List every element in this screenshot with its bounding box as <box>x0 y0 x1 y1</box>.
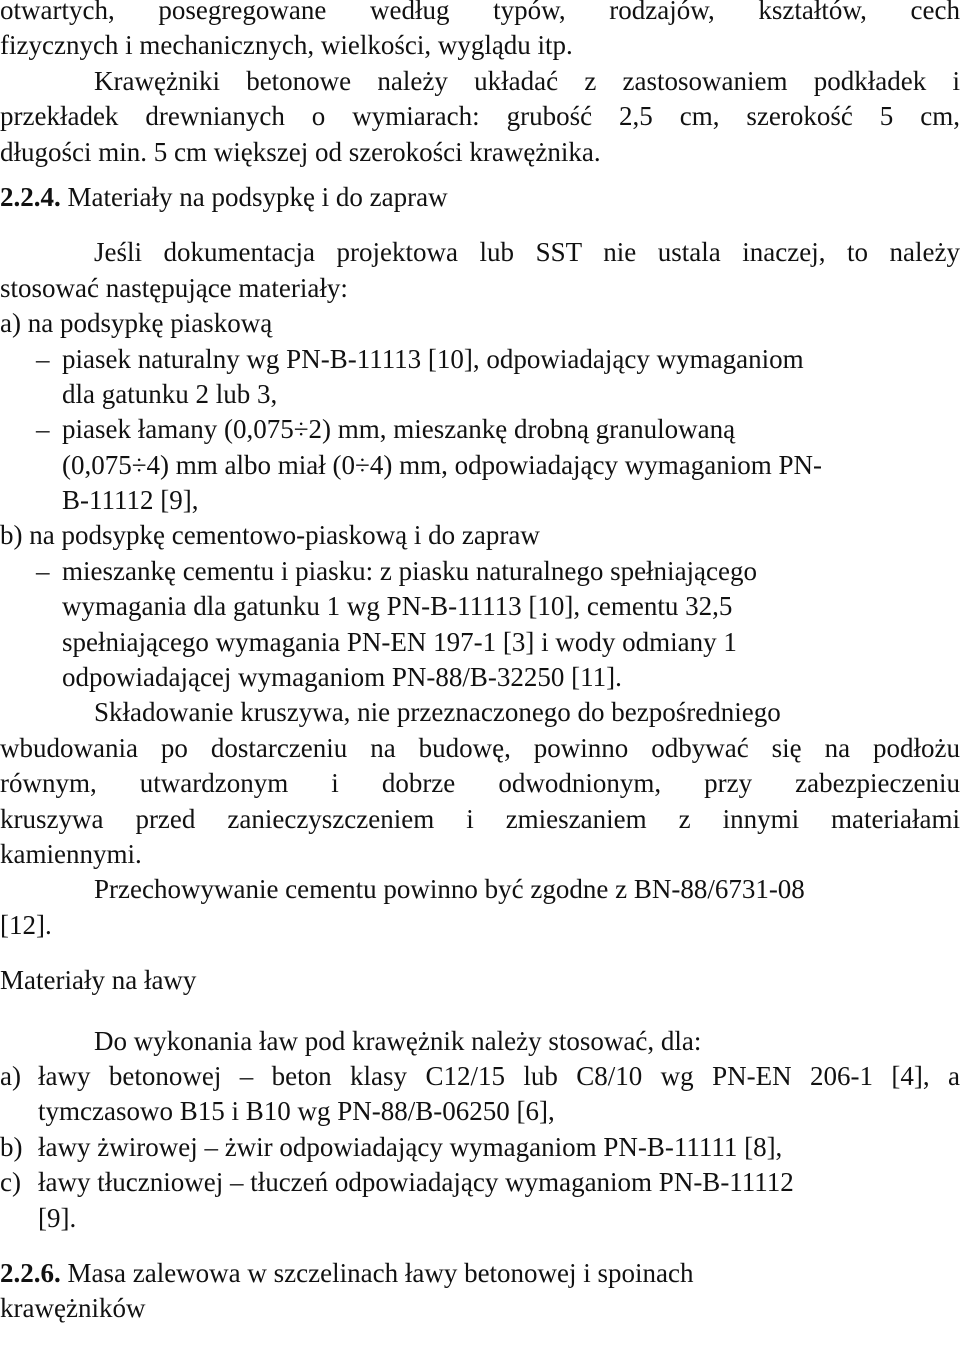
paragraph-line: Jeśli dokumentacja projektowa lub SST nie ustala inaczej, to należy <box>94 237 960 268</box>
section-title: Materiały na podsypkę i do zapraw <box>67 181 448 212</box>
paragraph-line: długości min. 5 cm większej od szerokości krawężnika. <box>0 136 601 167</box>
paragraph-line: Składowanie kruszywa, nie przeznaczonego do bezpośredniego <box>94 697 781 728</box>
section-number: 2.2.4. <box>0 181 61 212</box>
list-item-continuation: spełniającego wymagania PN-EN 197-1 [3] i wody odmiany 1 <box>62 626 737 657</box>
list-item <box>0 1059 960 1094</box>
list-item-text: piasek łamany (0,075÷2) mm, mieszankę drobną granulowaną <box>62 414 736 445</box>
list-item <box>0 1165 960 1200</box>
list-item <box>0 412 960 447</box>
list-item-text: piasek naturalny wg PN-B-11113 [10], odpowiadający wymaganiom <box>62 343 804 374</box>
dash-bullet: – <box>36 414 50 445</box>
list-item-continuation: B-11112 [9], <box>62 485 199 516</box>
paragraph-line: wbudowania po dostarczeniu na budowę, powinno odbywać się na podłożu <box>0 732 960 763</box>
section-title: Masa zalewowa w szczelinach ławy betonowej i spoinach <box>67 1257 694 1288</box>
list-item-text: ławy tłuczniowej – tłuczeń odpowiadający wymaganiom PN-B-11112 <box>38 1167 794 1198</box>
list-item-continuation: wymagania dla gatunku 1 wg PN-B-11113 [10], cementu 32,5 <box>62 591 733 622</box>
section-title-continuation: krawężników <box>0 1293 146 1324</box>
section-number: 2.2.6. <box>0 1257 61 1288</box>
paragraph-line: równym, utwardzonym i dobrze odwodnionym, przy zabezpieczeniu <box>0 768 960 799</box>
list-label: c) <box>0 1167 21 1198</box>
paragraph-line: kruszywa przed zanieczyszczeniem i zmieszaniem z innymi materiałami <box>0 803 960 834</box>
list-item-continuation: [9]. <box>38 1202 77 1233</box>
list-item-continuation: odpowiadającej wymaganiom PN-88/B-32250 [11]. <box>62 662 622 693</box>
list-item <box>0 1130 960 1165</box>
dash-bullet: – <box>36 343 50 374</box>
list-item-text: mieszankę cementu i piasku: z piasku naturalnego spełniającego <box>62 555 757 586</box>
paragraph-line: Przechowywanie cementu powinno być zgodne z BN-88/6731-08 <box>94 874 805 905</box>
dash-bullet: – <box>36 555 50 586</box>
list-label: b) <box>0 1131 23 1162</box>
paragraph-line: stosować następujące materiały: <box>0 272 348 303</box>
list-heading: b) na podsypkę cementowo-piaskową i do zapraw <box>0 520 540 551</box>
list-item-text: ławy żwirowej – żwir odpowiadający wymaganiom PN-B-11111 [8], <box>38 1131 783 1162</box>
list-item-continuation: tymczasowo B15 i B10 wg PN-88/B-06250 [6], <box>38 1096 555 1127</box>
list-label: a) <box>0 1060 21 1091</box>
list-heading: a) na podsypkę piaskową <box>0 308 273 339</box>
paragraph-line: [12]. <box>0 909 52 940</box>
paragraph-line: Do wykonania ław pod krawężnik należy stosować, dla: <box>94 1025 702 1056</box>
list-item-text: ławy betonowej – beton klasy C12/15 lub C8/10 wg PN-EN 206-1 [4], a <box>38 1060 960 1091</box>
list-item <box>0 554 960 589</box>
paragraph-line: otwartych, posegregowane według typów, rodzajów, kształtów, cech <box>0 0 960 25</box>
paragraph-line: kamiennymi. <box>0 838 142 869</box>
paragraph-line: fizycznych i mechanicznych, wielkości, wyglądu itp. <box>0 30 573 61</box>
section-heading-2-2-5: Materiały na ławy <box>0 965 197 996</box>
list-item-continuation: dla gatunku 2 lub 3, <box>62 378 278 409</box>
section-heading-2-2-4 <box>0 180 960 215</box>
paragraph-line: Krawężniki betonowe należy układać z zastosowaniem podkładek i <box>94 65 960 96</box>
list-item <box>0 342 960 377</box>
list-item-continuation: (0,075÷4) mm albo miał (0÷4) mm, odpowiadający wymaganiom PN- <box>62 449 822 480</box>
section-heading-2-2-6 <box>0 1256 960 1291</box>
paragraph-line: przekładek drewnianych o wymiarach: grubość 2,5 cm, szerokość 5 cm, <box>0 101 960 132</box>
